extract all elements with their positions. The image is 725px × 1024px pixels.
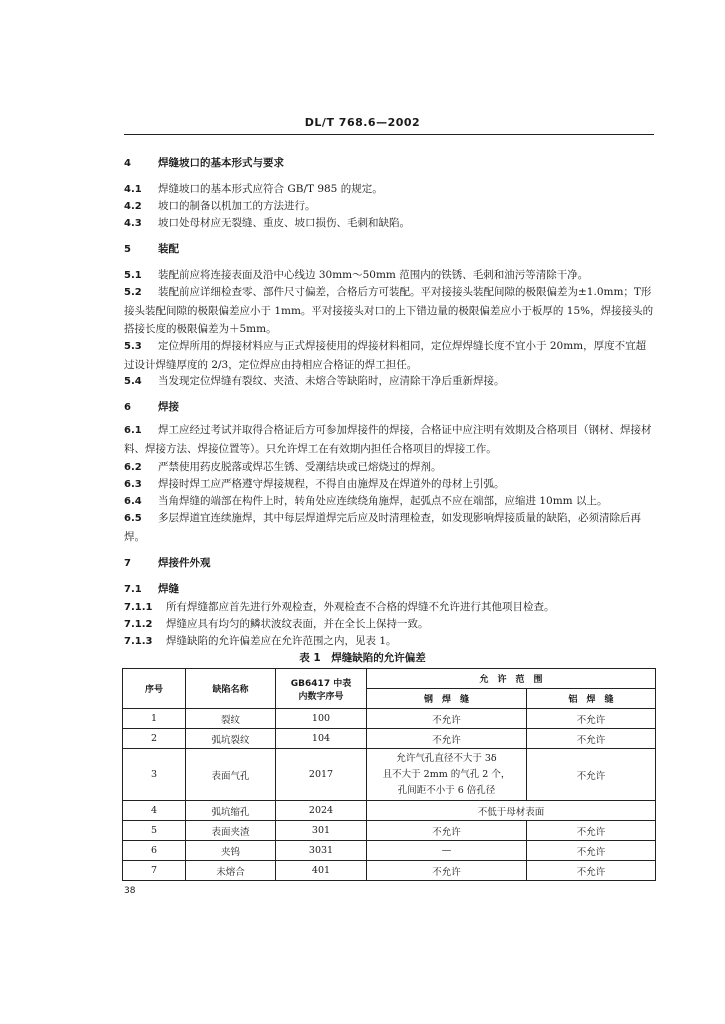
cell-seq: 1 [123,709,186,729]
clause-text: 当角焊缝的端部在构件上时，转角处应连续绕角施焊，起弧点不应在端部，应缩进 10mm 以上。 [158,495,608,507]
header-gb-code [276,669,367,709]
clause-number: 6.2 [124,462,142,473]
cell-defect-name: 表面夹渣 [186,821,276,841]
cell-aluminum: 不允许 [527,821,656,841]
clause-number: 6.3 [124,479,142,490]
page-number: 38 [124,886,136,896]
clause-text: 定位焊所用的焊接材料应与正式焊接使用的焊接材料相同，定位焊焊缝长度不宜小于 20mm，厚度不宜超过设计焊缝厚度的 2/3，定位焊应由持相应合格证的焊工担任。 [124,340,647,371]
clause-number: 7.1.1 [124,602,153,613]
clause-text: 焊接时焊工应严格遵守焊接规程，不得自由施焊及在焊道外的母材上引弧。 [158,478,505,490]
header-seq: 序号 [123,669,186,709]
cell-seq: 2 [123,729,186,749]
cell-seq: 4 [123,801,186,821]
section-title: 焊接件外观 [158,557,211,569]
clause-4-2 [124,199,654,214]
header-rule [124,134,654,135]
table-row [123,861,656,881]
clause-6-4 [124,494,654,509]
section-6-heading [124,400,654,415]
clause-text: 严禁使用药皮脱落或焊芯生锈、受潮结块或已熔烧过的焊剂。 [158,461,442,473]
cell-aluminum: 不允许 [527,729,656,749]
cell-defect-name: 裂纹 [186,709,276,729]
clause-6-5 [124,509,654,546]
cell-aluminum: 不允许 [527,841,656,861]
cell-merged-range: 不低于母材表面 [367,801,656,821]
clause-text: 装配前应将连接表面及沿中心线边 30mm～50mm 范围内的铁锈、毛刺和油污等清除干净。 [158,269,589,281]
clause-4-1 [124,182,654,197]
clause-7-1-3 [124,634,654,649]
cell-gb-code: 301 [276,821,367,841]
clause-6-2 [124,460,654,475]
table-header-row [123,669,656,689]
cell-aluminum: 不允许 [527,861,656,881]
cell-seq: 7 [123,861,186,881]
cell-aluminum: 不允许 [527,709,656,729]
header-allowed-range: 允 许 范 围 [367,669,656,689]
clause-7-1-1 [124,600,654,615]
cell-gb-code: 2017 [276,749,367,801]
clause-4-3 [124,216,654,231]
clause-5-1 [124,268,654,283]
table-caption: 表 1 焊缝缺陷的允许偏差 [299,652,426,664]
cell-steel [367,749,527,801]
cell-gb-code: 104 [276,729,367,749]
cell-defect-name: 弧坑缩孔 [186,801,276,821]
header-steel-weld: 钢 焊 缝 [367,689,527,709]
clause-7-1 [124,582,654,597]
clause-text: 焊工应经过考试并取得合格证后方可参加焊接件的焊接，合格证中应注明有效期及合格项目（钢材、焊接材料、焊接方法、焊接位置等）。只允许焊工在有效期内担任合格项目的焊接工作。 [124,424,652,455]
header-gb-line1: GB6417 中表 [290,678,352,689]
table-row [123,749,656,801]
clause-number: 5.2 [124,287,142,298]
header-defect-name: 缺陷名称 [186,669,276,709]
table-row [123,709,656,729]
clause-number: 4.1 [124,184,142,195]
clause-text: 焊缝坡口的基本形式应符合 GB/T 985 的规定。 [158,183,383,195]
header-aluminum-weld: 铝 焊 缝 [527,689,656,709]
section-5-heading [124,242,654,257]
section-number: 4 [124,158,131,169]
clause-text: 多层焊道宜连续施焊，其中每层焊道焊完后应及时清理检查，如发现影响焊接质量的缺陷，必须清除后再焊。 [124,512,641,543]
cell-gb-code: 3031 [276,841,367,861]
cell-steel: 不允许 [367,729,527,749]
clause-6-1 [124,421,654,458]
clause-number: 6.4 [124,496,142,507]
cell-steel: 不允许 [367,861,527,881]
clause-number: 4.2 [124,201,142,212]
section-7-heading [124,556,654,571]
cell-seq: 5 [123,821,186,841]
clause-5-2 [124,283,654,338]
clause-number: 7.1 [124,584,142,595]
section-number: 5 [124,244,131,255]
document-code: DL/T 768.6—2002 [304,116,421,129]
clause-text: 焊缝 [158,583,179,595]
clause-number: 6.5 [124,513,142,524]
clause-text: 坡口处母材应无裂缝、重皮、坡口损伤、毛刺和缺陷。 [158,217,410,229]
clause-number: 7.1.3 [124,636,153,647]
cell-steel: — [367,841,527,861]
cell-seq: 6 [123,841,186,861]
section-title: 装配 [158,243,179,255]
clause-number: 7.1.2 [124,619,153,630]
cell-defect-name: 未熔合 [186,861,276,881]
cell-steel-line: 允许气孔直径不大于 3δ [396,752,497,764]
cell-seq: 3 [123,749,186,801]
table-row [123,821,656,841]
cell-steel-line: 且不大于 2mm 的气孔 2 个， [382,768,511,780]
cell-gb-code: 401 [276,861,367,881]
clause-text: 所有焊缝都应首先进行外观检查，外观检查不合格的焊缝不允许进行其他项目检查。 [166,601,555,613]
cell-steel-line: 孔间距不小于 6 倍孔径 [397,784,496,796]
clause-number: 4.3 [124,218,142,229]
clause-text: 坡口的制备以机加工的方法进行。 [158,200,316,212]
clause-5-4 [124,374,654,389]
clause-text: 焊缝应具有均匀的鳞状波纹表面，并在全长上保持一致。 [166,618,429,630]
cell-aluminum: 不允许 [527,749,656,801]
cell-gb-code: 100 [276,709,367,729]
table-row [123,801,656,821]
clause-6-3 [124,477,654,492]
clause-number: 5.3 [124,341,142,352]
section-title: 焊缝坡口的基本形式与要求 [158,157,284,169]
clause-text: 装配前应详细检查零、部件尺寸偏差，合格后方可装配。平对接接头装配间隙的极限偏差为±1.0mm；T形接头装配间隙的极限偏差应小于 1mm。平对接接头对口的上下错边量的极限偏差应小于板厚的 15%，焊接接头的搭接长度的极限偏差为＋5mm。 [124,286,654,335]
clause-number: 5.4 [124,376,142,387]
clause-text: 当发现定位焊缝有裂纹、夹渣、未熔合等缺陷时，应清除干净后重新焊接。 [158,375,505,387]
header-gb-line2: 内数字序号 [298,691,344,702]
clause-7-1-2 [124,617,654,632]
cell-steel: 不允许 [367,709,527,729]
clause-number: 6.1 [124,425,142,436]
cell-steel: 不允许 [367,821,527,841]
section-4-heading [124,156,654,171]
defect-tolerance-table [122,668,656,881]
clause-number: 5.1 [124,270,142,281]
cell-defect-name: 弧坑裂纹 [186,729,276,749]
clause-5-3 [124,337,654,374]
section-number: 6 [124,402,131,413]
cell-gb-code: 2024 [276,801,367,821]
section-title: 焊接 [158,401,179,413]
table-row [123,729,656,749]
cell-defect-name: 夹钨 [186,841,276,861]
clause-text: 焊缝缺陷的允许偏差应在允许范围之内，见表 1。 [166,635,397,647]
table-row [123,841,656,861]
cell-defect-name: 表面气孔 [186,749,276,801]
section-number: 7 [124,558,131,569]
